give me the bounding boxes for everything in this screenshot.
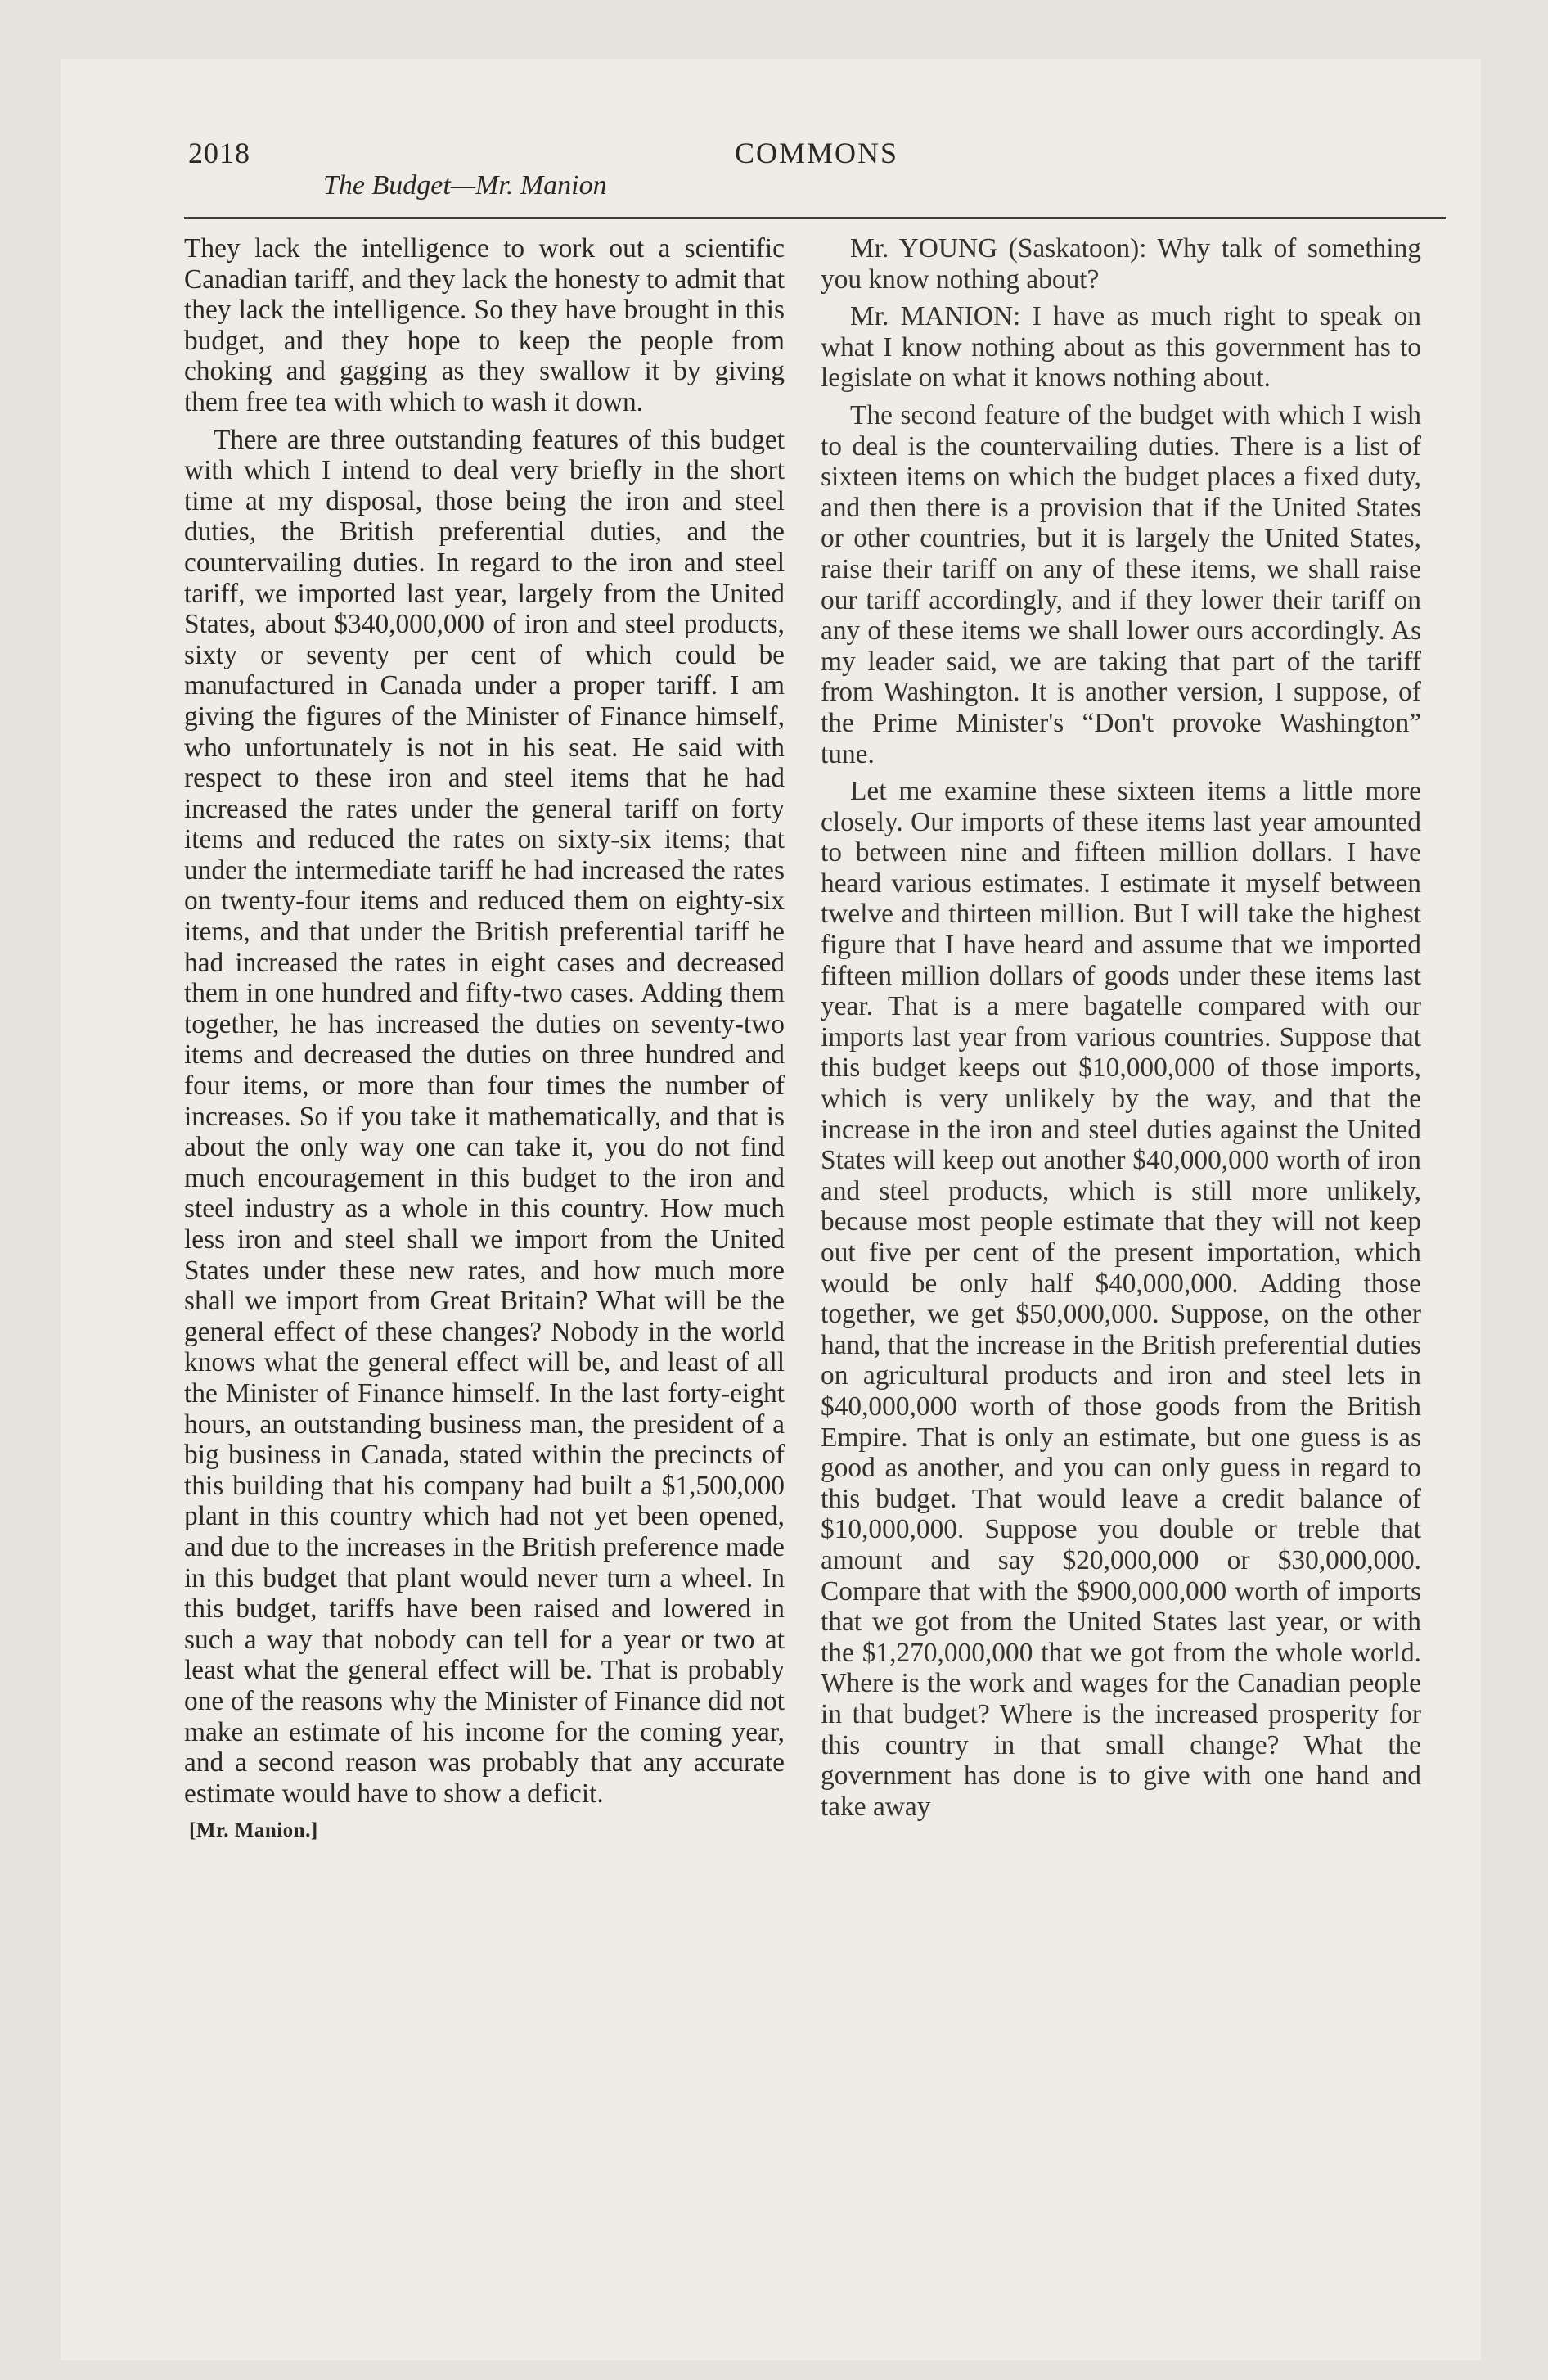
speaker-signature: [Mr. Manion.] bbox=[189, 1819, 318, 1842]
paragraph: The second feature of the budget with which I wish to deal is the countervailing duties. There is a list of sixteen items on which the budget places a fixed duty, and then there is a provision that if the United States or other countries, but it is largely the United States, raise their tariff on any of these items, we shall raise our tariff accordingly, and if they lower their tariff on any of these items we shall lower ours accordingly. As my leader said, we are taking that part of the tariff from Washington. It is another version, I suppose, of the Prime Minister's “Don't provoke Washington” tune. bbox=[821, 399, 1421, 769]
paragraph: Mr. MANION: I have as much right to speak on what I know nothing about as this government has to legislate on what it knows nothing about. bbox=[821, 301, 1421, 394]
right-column bbox=[821, 233, 1421, 1828]
running-title: The Budget—Mr. Manion bbox=[323, 170, 607, 201]
header-rule bbox=[184, 217, 1446, 219]
left-column bbox=[184, 233, 785, 1846]
paragraph: Let me examine these sixteen items a little more closely. Our imports of these items last year amounted to between nine and fifteen million dollars. I have heard various estimates. I estimate it myself between twelve and thirteen million. But I will take the highest figure that I have heard and assume that we imported fifteen million dollars of goods under these items last year. That is a mere bagatelle compared with our imports last year from various countries. Suppose that this budget keeps out $10,000,000 of those imports, which is very unlikely by the way, and that the increase in the iron and steel duties against the United States will keep out another $40,000,000 worth of iron and steel products, which is still more unlikely, because most people estimate that they will not keep out five per cent of the present importation, which would be only half $40,000,000. Adding those together, we get $50,000,000. Suppose, on the other hand, that the increase in the British preferential duties on agricultural products and iron and steel lets in $40,000,000 worth of those goods from the British Empire. That is only an estimate, but one guess is as good as another, and you can only guess in regard to this budget. That would leave a credit balance of $10,000,000. Suppose you double or treble that amount and say $20,000,000 or $30,000,000. Compare that with the $900,000,000 worth of imports that we got from the United States last year, or with the $1,270,000,000 that we got from the whole world. Where is the work and wages for the Canadian people in that budget? Where is the increased prosperity for this country in that small change? What the government has done is to give with one hand and take away bbox=[821, 776, 1421, 1822]
paragraph: Mr. YOUNG (Saskatoon): Why talk of something you know nothing about? bbox=[821, 233, 1421, 295]
page-header bbox=[188, 133, 1445, 214]
paragraph: They lack the intelligence to work out a scientific Canadian tariff, and they lack the honesty to admit that they lack the intelligence. So they have brought in this budget, and they hope to keep the people from choking and gagging as they swallow it by giving them free tea with which to wash it down. bbox=[184, 233, 785, 417]
paragraph: There are three outstanding features of this budget with which I intend to deal very briefly in the short time at my disposal, those being the iron and steel duties, the British preferential duties, and the countervailing duties. In regard to the iron and steel tariff, we imported last year, largely from the United States, about $340,000,000 of iron and steel products, sixty or seventy per cent of which could be manufactured in Canada under a proper tariff. I am giving the figures of the Minister of Finance himself, who unfortunately is not in his seat. He said with respect to these iron and steel items that he had increased the rates under the general tariff on forty items and reduced the rates on sixty-six items; that under the intermediate tariff he had increased the rates on twenty-four items and reduced them on eighty-six items, and that under the British preferential tariff he had increased the rates in eight cases and decreased them in one hundred and fifty-two cases. Adding them together, he has increased the duties on seventy-two items and decreased the duties on three hundred and four items, or more than four times the number of increases. So if you take it mathematically, and that is about the only way one can take it, you do not find much encouragement in this budget to the iron and steel industry as a whole in this country. How much less iron and steel shall we import from the United States under these new rates, and how much more shall we import from Great Britain? What will be the general effect of these changes? Nobody in the world knows what the general effect will be, and least of all the Minister of Finance himself. In the last forty-eight hours, an outstanding business man, the president of a big business in Canada, stated within the precincts of this building that his company had built a $1,500,000 plant in this country which had not yet been opened, and due to the increases in the British preference made in this budget that plant would never turn a wheel. In this budget, tariffs have been raised and lowered in such a way that nobody can tell for a year or two at least what the general effect will be. That is probably one of the reasons why the Minister of Finance did not make an estimate of his income for the coming year, and a second reason was probably that any accurate estimate would have to show a deficit. bbox=[184, 424, 785, 1809]
section-title: COMMONS bbox=[734, 137, 899, 169]
page-number: 2018 bbox=[188, 137, 250, 169]
